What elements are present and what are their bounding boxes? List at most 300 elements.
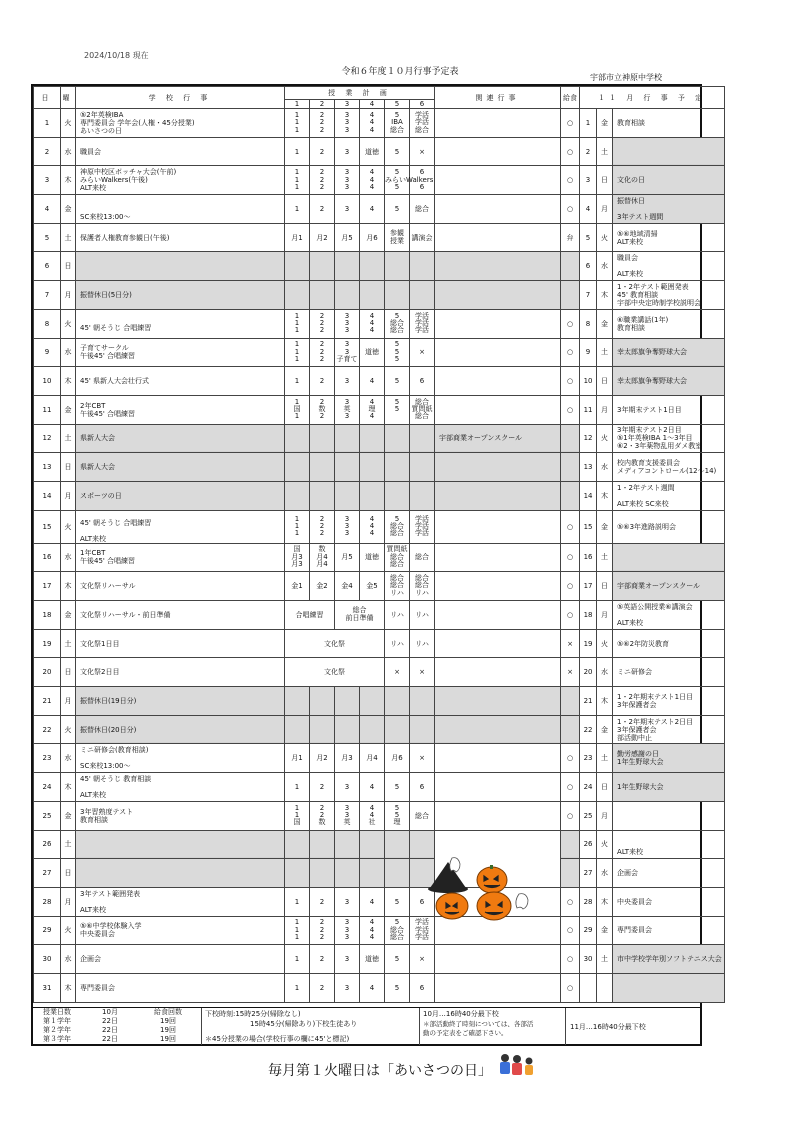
day-row [34, 601, 725, 630]
event-line [80, 898, 284, 906]
lesson-line: 学活 [415, 118, 430, 127]
november-weekday: 金 [597, 916, 613, 945]
lesson-period: 4 [360, 887, 385, 916]
november-event-line: 1年生野球大会 [617, 758, 664, 767]
weekday: 火 [61, 510, 76, 543]
event-line: 教育相談 [80, 815, 108, 824]
lesson-period-merged: 文化祭 [285, 658, 385, 687]
lunch-mark [561, 830, 580, 859]
lesson-line: 2 [319, 412, 325, 421]
day-row [34, 973, 725, 1002]
lesson-line: 総合 [415, 397, 430, 406]
lesson-period: 4 [360, 367, 385, 396]
related-event [435, 773, 561, 802]
related-event [435, 109, 561, 138]
lesson-line: リハ [390, 588, 404, 597]
lesson-line: 質問紙 [411, 405, 433, 414]
lunch-mark: ○ [561, 338, 580, 367]
lesson-line: 1 [294, 933, 300, 942]
lesson-period [310, 687, 335, 716]
weekday: 月 [61, 887, 76, 916]
lesson-period [385, 801, 410, 830]
lesson-period [360, 830, 385, 859]
greeting-day-banner: 毎月第１火曜日は「あいさつの日」 [268, 1063, 492, 1079]
lesson-period [385, 830, 410, 859]
lesson-period: リハ [385, 601, 410, 630]
footer [33, 1007, 700, 1044]
day-row [34, 773, 725, 802]
lesson-period: 5 [385, 973, 410, 1002]
november-day: 2 [580, 137, 597, 166]
event-line: 午後45' 合唱練習 [80, 352, 136, 361]
lesson-line: 4 [369, 803, 375, 812]
lesson-period: 1 [285, 887, 310, 916]
event-line [80, 783, 284, 791]
november-event-line: ⑤1年英検IBA 1～3年目 [617, 434, 693, 443]
lesson-line: 数 [318, 818, 326, 827]
lesson-period [410, 453, 435, 482]
november-weekday: 火 [597, 223, 613, 252]
day-number: 23 [34, 744, 61, 773]
november-events [613, 367, 725, 396]
lesson-line: 1 [294, 326, 300, 335]
event-line: 45' 県新人大会壮行式 [80, 377, 150, 386]
weekday: 水 [61, 338, 76, 367]
summary-days: 22日 [102, 1026, 118, 1034]
lesson-line: 国 [293, 405, 301, 414]
november-event-line: ALT来校 [617, 270, 644, 279]
lunch-mark: ○ [561, 395, 580, 424]
dismissal-time-cleaning: 15時45分(帰除あり)下校生徒あり [250, 1020, 358, 1028]
lesson-period [310, 109, 335, 138]
lesson-line: 3 [344, 110, 350, 119]
lesson-line: 6 [419, 182, 425, 191]
lesson-line: 3 [344, 514, 350, 523]
lesson-period: 総合 [410, 801, 435, 830]
event-line: 中央委員会 [80, 930, 115, 939]
lesson-period: 3 [335, 773, 360, 802]
lesson-period: 月4 [360, 744, 385, 773]
lesson-line: 前日準備 [345, 613, 374, 622]
lesson-line: 総合 [390, 125, 404, 134]
day-row [34, 543, 725, 572]
lesson-period [385, 510, 410, 543]
lesson-period [410, 830, 435, 859]
lesson-line: 2 [319, 326, 325, 335]
related-event [435, 166, 561, 195]
lesson-line: 4 [369, 175, 375, 184]
november-event-line [617, 492, 724, 500]
school-events [76, 945, 285, 974]
lesson-period [410, 481, 435, 510]
lesson-period: 金1 [285, 572, 310, 601]
lesson-period [285, 252, 310, 281]
lesson-line: 2 [319, 168, 325, 177]
event-line: 職員会 [80, 147, 101, 156]
november-event-line: ⑤英語公開授業⑥講演会 [617, 602, 693, 611]
november-event-line: 1・2年テスト週間 [617, 483, 675, 492]
lesson-period: 5 [385, 773, 410, 802]
lesson-period [335, 687, 360, 716]
lesson-line: 1 [294, 514, 300, 523]
period-3: 3 [335, 100, 360, 109]
lesson-line: 4 [369, 529, 375, 538]
lesson-period: 4 [360, 773, 385, 802]
summary-grade: 第１学年 [43, 1017, 71, 1025]
lesson-line: 総合 [352, 606, 367, 615]
event-line: 45' 朝そうじ 教育相談 [80, 774, 152, 783]
weekday: 日 [61, 453, 76, 482]
lesson-period [410, 252, 435, 281]
november-event-line: 中央委員会 [617, 897, 653, 906]
november-weekday: 水 [597, 453, 613, 482]
lesson-period [335, 715, 360, 744]
november-day: 23 [580, 744, 597, 773]
november-event-line [617, 611, 724, 619]
november-weekday: 水 [597, 859, 613, 888]
lunch-mark: ○ [561, 510, 580, 543]
day-row [34, 658, 725, 687]
day-number: 3 [34, 166, 61, 195]
november-event-line: 企画会 [617, 869, 639, 878]
day-number: 25 [34, 801, 61, 830]
lesson-line: 2 [319, 933, 325, 942]
event-line: 2年CBT [80, 401, 106, 410]
lesson-period [310, 338, 335, 367]
day-row [34, 510, 725, 543]
lesson-period: 月1 [285, 744, 310, 773]
lesson-line: 2 [319, 340, 325, 349]
period-5: 5 [385, 100, 410, 109]
col-events: 学 校 行 事 [76, 87, 285, 109]
lunch-mark [561, 281, 580, 310]
november-event-line: 市中学校学年別ソフトテニス大会 [617, 955, 722, 964]
lesson-period: 3 [335, 195, 360, 224]
lesson-period [310, 309, 335, 338]
lesson-period [285, 453, 310, 482]
lesson-line: 1 [294, 918, 300, 927]
lunch-mark [561, 687, 580, 716]
weekday: 土 [61, 830, 76, 859]
lunch-mark: ○ [561, 945, 580, 974]
lesson-period [385, 223, 410, 252]
november-events [613, 973, 725, 1002]
lesson-line: 3 [344, 412, 350, 421]
day-row [34, 887, 725, 916]
day-row [34, 744, 725, 773]
school-events [76, 658, 285, 687]
lunch-mark: ○ [561, 601, 580, 630]
november-event-line: 3年期末テスト2日目 [617, 426, 682, 435]
day-row [34, 137, 725, 166]
november-events [613, 510, 725, 543]
lesson-period [285, 424, 310, 453]
lesson-line: 学活 [415, 521, 430, 530]
lesson-line: 4 [369, 125, 375, 134]
lesson-line: 総合 [390, 529, 404, 538]
november-event-line: 教育相談 [617, 323, 646, 332]
lesson-period: 5 [385, 137, 410, 166]
lesson-period: 金5 [360, 572, 385, 601]
november-weekday: 土 [597, 338, 613, 367]
october-dismissal [420, 1008, 566, 1045]
school-events [76, 510, 285, 543]
lesson-line: 5 [394, 918, 400, 927]
school-events [76, 973, 285, 1002]
school-days-summary [33, 1008, 202, 1045]
lesson-line: 学活 [415, 311, 430, 320]
lesson-period [335, 338, 360, 367]
lesson-period [310, 424, 335, 453]
day-number: 15 [34, 510, 61, 543]
lesson-line: 4 [369, 168, 375, 177]
related-event [435, 309, 561, 338]
event-line: 文化祭2日目 [80, 668, 120, 677]
related-event [435, 395, 561, 424]
lesson-period: 金4 [335, 572, 360, 601]
day-number: 29 [34, 916, 61, 945]
lesson-period [335, 395, 360, 424]
lesson-line: 4 [369, 182, 375, 191]
lesson-line: 2 [319, 182, 325, 191]
lesson-period: 3 [335, 887, 360, 916]
november-day: 6 [580, 252, 597, 281]
lesson-period: 月2 [310, 744, 335, 773]
school-events [76, 572, 285, 601]
lesson-line: 総合 [390, 521, 404, 530]
november-event-line: 1年生野球大会 [617, 782, 664, 791]
lesson-period [335, 830, 360, 859]
day-number: 12 [34, 424, 61, 453]
lesson-period [335, 281, 360, 310]
weekday: 月 [61, 687, 76, 716]
november-time: 11月…16時40分最下校 [570, 1023, 646, 1031]
lesson-period [385, 281, 410, 310]
november-day: 26 [580, 830, 597, 859]
summary-grade: 第３学年 [43, 1035, 71, 1043]
day-number: 4 [34, 195, 61, 224]
related-event [435, 687, 561, 716]
day-number: 17 [34, 572, 61, 601]
november-day: 3 [580, 166, 597, 195]
lesson-line: 授業 [390, 236, 404, 245]
weekday: 月 [61, 281, 76, 310]
day-number: 26 [34, 830, 61, 859]
lesson-period [310, 395, 335, 424]
lunch-mark: ○ [561, 309, 580, 338]
day-number: 1 [34, 109, 61, 138]
lesson-line: 3 [344, 318, 350, 327]
lesson-line: 月3 [291, 560, 303, 569]
lesson-line: 英 [343, 405, 351, 414]
lesson-period [285, 309, 310, 338]
dismissal-time: 下校時刻:15時25分(帰除なし) [205, 1010, 301, 1018]
weekday: 金 [61, 195, 76, 224]
school-events [76, 481, 285, 510]
lesson-line: 4 [369, 918, 375, 927]
lesson-period [360, 916, 385, 945]
related-event [435, 252, 561, 281]
school-events [76, 309, 285, 338]
november-dismissal [566, 1008, 700, 1045]
november-event-line: ミニ研修会 [617, 668, 653, 677]
november-weekday: 月 [597, 801, 613, 830]
november-day: 17 [580, 572, 597, 601]
lunch-mark: ○ [561, 367, 580, 396]
day-number: 30 [34, 945, 61, 974]
november-event-line: 幸太郎旗争奪野球大会 [617, 348, 688, 357]
lesson-period: 月5 [335, 223, 360, 252]
november-day: 14 [580, 481, 597, 510]
lesson-period [410, 424, 435, 453]
lesson-period: 4 [360, 973, 385, 1002]
lesson-period [385, 309, 410, 338]
lesson-line: 3 [344, 918, 350, 927]
lesson-line: 4 [369, 412, 375, 421]
lesson-line: 2 [319, 803, 325, 812]
lesson-period [335, 309, 360, 338]
november-weekday: 火 [597, 830, 613, 859]
lesson-period: 月6 [385, 744, 410, 773]
lesson-period [335, 453, 360, 482]
november-event-line: ⑥2・3年薬物乱用ダメ教室 [617, 442, 703, 451]
november-event-line: 校内教育支援委員会 [617, 459, 681, 468]
lesson-line: 学活 [415, 110, 430, 119]
november-events [613, 744, 725, 773]
november-events [613, 859, 725, 888]
school-events [76, 543, 285, 572]
lesson-line: 1 [294, 125, 300, 134]
lesson-period [385, 395, 410, 424]
lesson-period: 6 [410, 887, 435, 916]
lesson-period [285, 281, 310, 310]
school-events [76, 166, 285, 195]
weekday: 木 [61, 973, 76, 1002]
november-events [613, 223, 725, 252]
lesson-period [310, 801, 335, 830]
day-number: 10 [34, 367, 61, 396]
weekday: 土 [61, 629, 76, 658]
period-2: 2 [310, 100, 335, 109]
related-event: 宇部商業オープンスクール [435, 424, 561, 453]
event-line: みらいWalkers(午後) [80, 176, 148, 185]
november-event-line: ALT来校 [617, 237, 644, 246]
lunch-mark: ○ [561, 137, 580, 166]
dismissal-box [202, 1008, 420, 1045]
november-events [613, 166, 725, 195]
children-illustration [497, 1052, 537, 1080]
november-day: 24 [580, 773, 597, 802]
period-4: 4 [360, 100, 385, 109]
event-line: 専門委員会 [80, 983, 115, 992]
day-row [34, 945, 725, 974]
day-number: 28 [34, 887, 61, 916]
lesson-period [335, 481, 360, 510]
event-line: 午後45' 合唱練習 [80, 409, 136, 418]
november-event-line: ⑥職業講話(1年) [617, 315, 669, 324]
lesson-period [410, 281, 435, 310]
lesson-period [310, 859, 335, 888]
lesson-period: 道徳 [360, 945, 385, 974]
lesson-line: 4 [369, 118, 375, 127]
november-event-line: ALT来校 [617, 618, 644, 627]
lunch-mark [561, 481, 580, 510]
lunch-mark: ○ [561, 195, 580, 224]
event-line: 45' 朝そうじ 合唱練習 [80, 323, 152, 332]
november-event-line: 1・2年テスト範囲発表 [617, 282, 689, 291]
lesson-line: 1 [294, 318, 300, 327]
november-event-line [617, 205, 724, 213]
event-line [80, 197, 284, 205]
lesson-line: 2 [319, 355, 325, 364]
november-events [613, 543, 725, 572]
lesson-line: 6 [419, 168, 425, 177]
lesson-line: 1 [294, 182, 300, 191]
day-row [34, 830, 725, 859]
lesson-period: 6 [410, 773, 435, 802]
lesson-line: 4 [369, 311, 375, 320]
lesson-period [285, 715, 310, 744]
summary-row [33, 1017, 201, 1026]
related-event [435, 973, 561, 1002]
lesson-period: 月2 [310, 223, 335, 252]
november-event-line: 宇部中央定時制学校説明会 [617, 298, 702, 307]
event-line: 県新人大会 [80, 434, 115, 443]
day-row [34, 715, 725, 744]
lunch-mark: ○ [561, 887, 580, 916]
lesson-line: 1 [294, 340, 300, 349]
weekday: 木 [61, 367, 76, 396]
lesson-line: 3 [344, 810, 350, 819]
lesson-period [335, 859, 360, 888]
november-weekday: 土 [597, 137, 613, 166]
lesson-line: 5 [394, 168, 400, 177]
november-weekday: 木 [597, 887, 613, 916]
event-line: ALT来校 [80, 790, 107, 799]
event-line: 午後45' 合唱練習 [80, 557, 136, 566]
school-events [76, 859, 285, 888]
november-events [613, 801, 725, 830]
lesson-period [360, 859, 385, 888]
lesson-line: 2 [319, 397, 325, 406]
november-event-line: 振替休日 [617, 196, 646, 205]
event-line: 振替休日(20日分) [80, 725, 137, 734]
lesson-period: 月3 [335, 744, 360, 773]
lesson-period [285, 481, 310, 510]
lesson-line: 5 [394, 110, 400, 119]
november-event-line: 3年テスト週間 [617, 212, 664, 221]
lesson-period [410, 309, 435, 338]
lunch-mark: ○ [561, 572, 580, 601]
related-event [435, 658, 561, 687]
lesson-line: 2 [319, 125, 325, 134]
november-event-line: 部活動中止 [617, 733, 653, 742]
lesson-period: 2 [310, 137, 335, 166]
lesson-line: 5 [394, 810, 400, 819]
november-events [613, 601, 725, 630]
lesson-line: 4 [369, 110, 375, 119]
lesson-period [385, 481, 410, 510]
lesson-line: 3 [344, 168, 350, 177]
event-line [80, 205, 284, 213]
lesson-period [335, 252, 360, 281]
summary-days: 22日 [102, 1017, 118, 1025]
col-weekday: 曜 [61, 87, 76, 109]
november-weekday: 日 [597, 367, 613, 396]
lesson-line: 1 [294, 355, 300, 364]
lesson-period: 1 [285, 773, 310, 802]
event-line: ⑤⑥中学校体験入学 [80, 922, 142, 931]
